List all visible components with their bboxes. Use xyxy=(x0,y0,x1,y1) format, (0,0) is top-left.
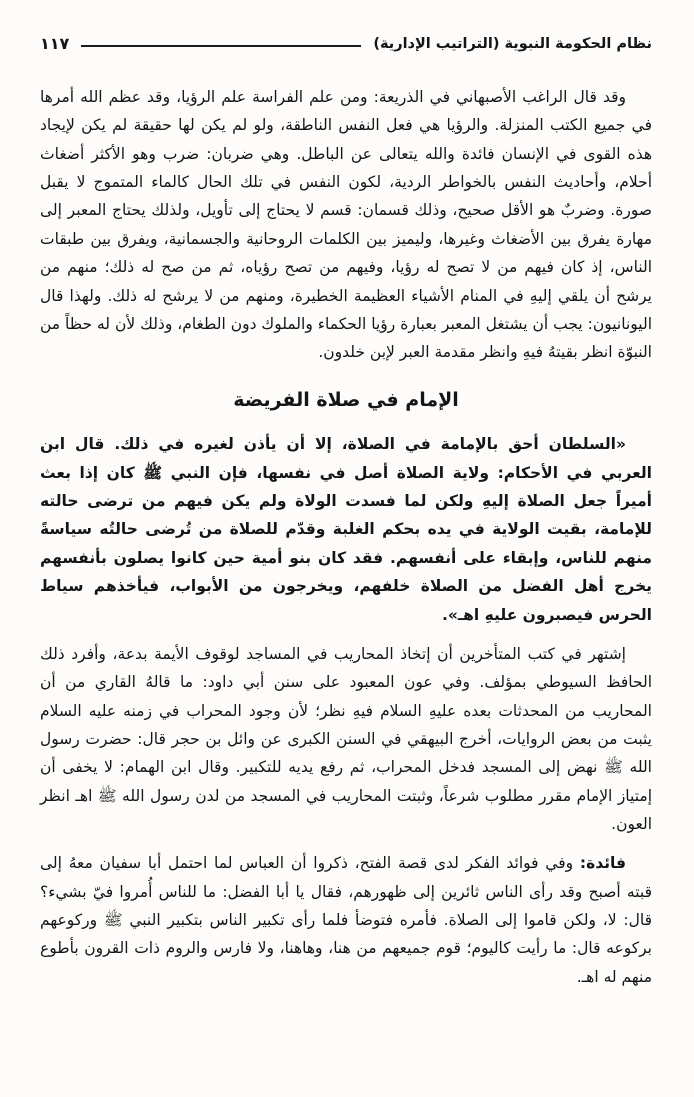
paragraph-faida xyxy=(40,849,652,991)
faida-text: وفي فوائد الفكر لدى قصة الفتح، ذكروا أن العباس لما احتمل أبا سفيان معهُ إلى قبته أصبح وقد رأى الناس ثائرين إلى ظهورهم، فقال يا أبا الفضل: ما للناس أُمروا فيّ بشيء؟ قال: لا، ولكن قاموا إلى الصلاة. فأمره فتوضأ فلما رأى تكبير الناس بتكبير النبي ﷺ وركوعهم بركوعه قال: ما رأيت كاليوم؛ قوم جميعهم من هنا، وهاهنا، ولا فارس والروم ذات القرون بأطوع منهم له اهـ. xyxy=(40,854,652,986)
paragraph-dream-interpretation: وقد قال الراغب الأصبهاني في الذريعة: ومن علم الفراسة علم الرؤيا، وقد عظم الله أمرها في جميع الكتب المنزلة. والرؤيا هي فعل النفس الناطقة، ولو لم يكن لها حقيقة لم يكن لإيجاد هذه القوى في الإنسان فائدة والله يتعالى عن الباطل. وهي ضربان: ضرب وهو الأكثر أضغاث أحلام، وأحاديث النفس بالخواطر الردية، لكون النفس في تلك الحال كالماء المتموج لا يقبل صورة. وضربٌ هو الأقل صحيح، وذلك قسمان: قسم لا يحتاج إلى تأويل، ولذلك يحتاج المعبر إلى مهارة يفرق بين الأضغاث وغيرها، وليميز بين الكلمات الروحانية والجسمانية، ويفرق بين طبقات الناس، إذ كان فيهم من لا تصح له رؤيا، وفيهم من تصح رؤياه، ثم من صح له ذلك؛ منهم من يرشح أن يلقي إليهِ في المنام الأشياء العظيمة الخطيرة، ومنهم من لا يرشح له ذلك. ولهذا قال اليونانيون: يجب أن يشتغل المعبر بعبارة رؤيا الحكماء والملوك دون الطغام، وذلك لأن له حظاً من النبوّة انظر بقيتهُ فيهِ وانظر مقدمة العبر لإبن خلدون. xyxy=(40,88,652,362)
header-rule xyxy=(81,45,361,47)
faida-lead-label: فائدة: xyxy=(579,854,626,873)
paragraph-sultan-imamah-quote: «السلطان أحق بالإمامة في الصلاة، إلا أن يأذن لغيره في ذلك. قال ابن العربي في الأحكام: ولاية الصلاة أصل في نفسها، فإن النبي ﷺ كان إذا بعث أميراً جعل الصلاة إليهِ ولكن لما فسدت الولاة ولم يكن فيهم من ترضى حالته للإمامة، بقيت الولاية في يده بحكم الغلبة وقدّم للصلاة من تُرضى حالتُه سياسةً منهم للناس، وإبقاء على أنفسهم. فقد كان بنو أمية حين كانوا يصلون بأنفسهم يخرج أهل الفضل من الصلاة خلفهم، ويخرجون من الأبواب، فيأخذهم سياط الحرس فيصبرون عليهِ اهـ». xyxy=(40,435,652,624)
page-header xyxy=(40,34,652,53)
page-number: ١١٧ xyxy=(40,34,70,53)
book-title: نظام الحكومة النبوية (التراتيب الإدارية) xyxy=(373,35,652,52)
page-body xyxy=(40,83,652,991)
paragraph-mihrab-discussion: إشتهر في كتب المتأخرين أن إتخاذ المحاريب في المساجد لوقوف الأيمة بدعة، وأفرد ذلك الحافظ السيوطي بمؤلف. وفي عون المعبود على سنن أبي داود: ما قالهُ القاري من أن المحاريب من المحدثات بعده عليهِ السلام فيهِ نظر؛ لأن وجود المحراب في زمنه عليه السلام يثبت من بعض الروايات، أخرج البيهقي في السنن الكبرى عن وائل بن حجر قال: حضرت رسول الله ﷺ نهض إلى المسجد فدخل المحراب، ثم رفع يديه للتكبير. وقال ابن الهمام: لا يخفى أن إمتياز الإمام مقرر مطلوب شرعاً، وثبتت المحاريب في المسجد من لدن رسول الله ﷺ اهـ انظر العون. xyxy=(40,644,652,834)
section-heading: الإمام في صلاة الفريضة xyxy=(233,388,459,411)
